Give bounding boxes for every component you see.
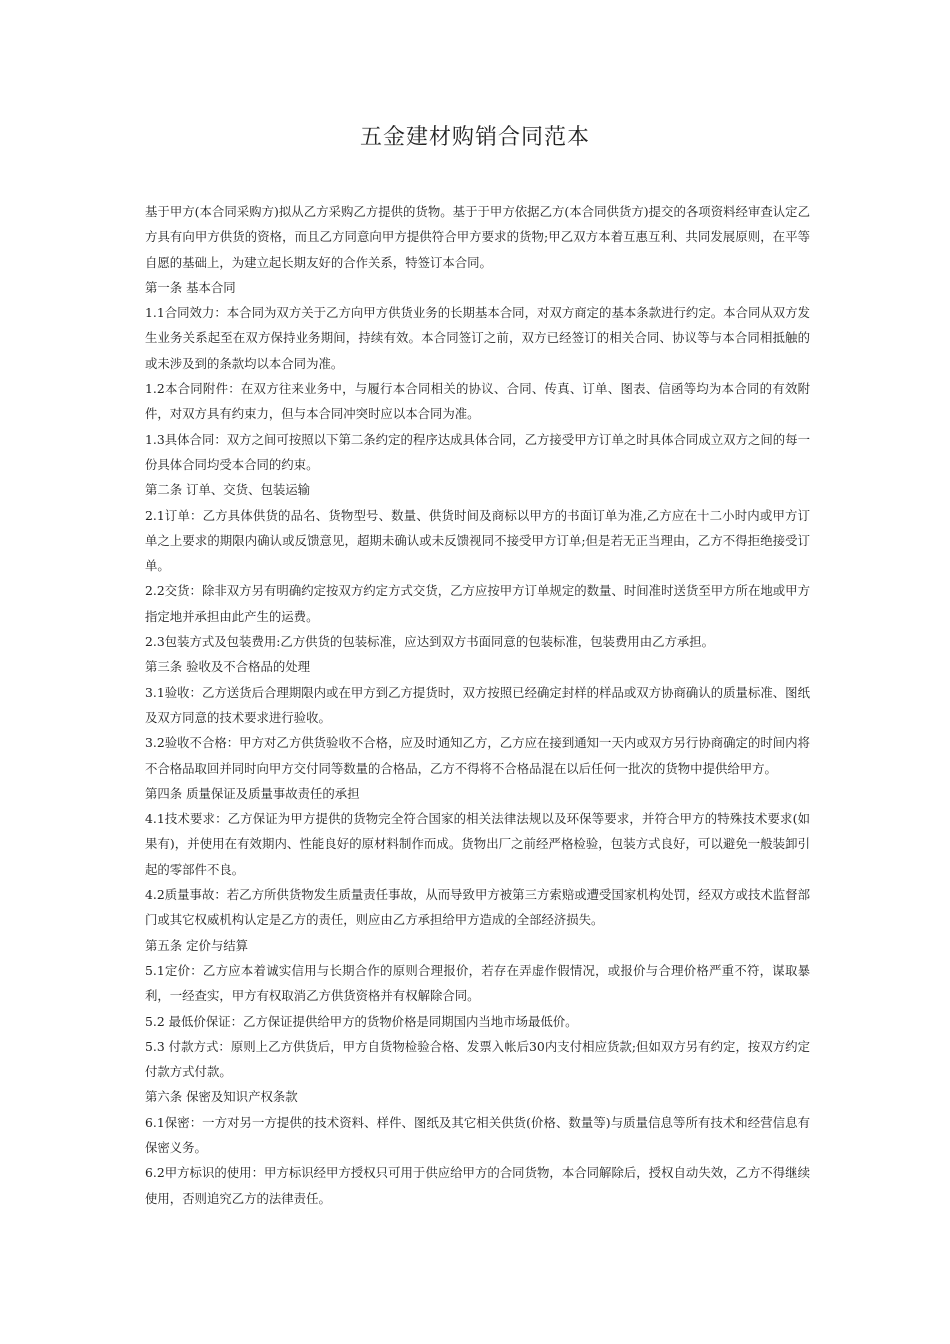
clause-paragraph: 3.1验收：乙方送货后合理期限内或在甲方到乙方提货时，双方按照已经确定封样的样品或双方协商确认的质量标准、图纸及双方同意的技术要求进行验收。 [145, 684, 810, 725]
clause-paragraph: 4.2质量事故：若乙方所供货物发生质量责任事故，从而导致甲方被第三方索赔或遭受国家机构处罚，经双方或技术监督部门或其它权威机构认定是乙方的责任，则应由乙方承担给甲方造成的全部经济损失。 [145, 887, 810, 928]
clause-paragraph: 6.1保密：一方对另一方提供的技术资料、样件、图纸及其它相关供货(价格、数量等)与质量信息等所有技术和经营信息有保密义务。 [145, 1114, 810, 1155]
clause-paragraph: 5.3 付款方式：原则上乙方供货后，甲方自货物检验合格、发票入帐后30内支付相应货款;但如双方另有约定，按双方约定付款方式付款。 [145, 1038, 810, 1080]
document-title: 五金建材购销合同范本 [359, 125, 590, 150]
clause-paragraph: 2.2交货：除非双方另有明确约定按双方约定方式交货，乙方应按甲方订单规定的数量、时间准时送货至甲方所在地或甲方指定地并承担由此产生的运费。 [145, 583, 810, 624]
clause-paragraph: 3.2验收不合格：甲方对乙方供货验收不合格，应及时通知乙方，乙方应在接到通知一天内或双方另行协商确定的时间内将不合格品取回并同时向甲方交付同等数量的合格品，乙方不得将不合格品混在以后任何一批次的货物中提供给甲方。 [145, 735, 810, 776]
intro-paragraph: 基于甲方(本合同采购方)拟从乙方采购乙方提供的货物。基于于甲方依据乙方(本合同供货方)提交的各项资料经审查认定乙方具有向甲方供货的资格，而且乙方同意向甲方提供符合甲方要求的货物;甲乙双方本着互惠互利、共同发展原则，在平等自愿的基础上，为建立起长期友好的合作关系，特签订本合同。 [145, 204, 810, 270]
document-body [145, 199, 810, 1211]
article-heading: 第六条 保密及知识产权条款 [145, 1089, 298, 1105]
clause-paragraph: 1.1合同效力：本合同为双方关于乙方向甲方供货业务的长期基本合同，对双方商定的基本条款进行约定。本合同从双方发生业务关系起至在双方保持业务期间，持续有效。本合同签订之前，双方已经签订的相关合同、协议等与本合同相抵触的或未涉及到的条款均以本合同为准。 [145, 305, 810, 371]
clause-paragraph: 1.3具体合同：双方之间可按照以下第二条约定的程序达成具体合同，乙方接受甲方订单之时具体合同成立双方之间的每一份具体合同均受本合同的约束。 [145, 431, 810, 472]
clause-paragraph: 5.2 最低价保证：乙方保证提供给甲方的货物价格是同期国内当地市场最低价。 [145, 1013, 578, 1029]
article-heading: 第四条 质量保证及质量事故责任的承担 [145, 785, 360, 801]
article-heading: 第二条 订单、交货、包装运输 [145, 482, 311, 498]
clause-paragraph: 1.2本合同附件：在双方往来业务中，与履行本合同相关的协议、合同、传真、订单、图表、信函等均为本合同的有效附件，对双方具有约束力，但与本合同冲突时应以本合同为准。 [145, 381, 810, 422]
article-heading: 第三条 验收及不合格品的处理 [145, 659, 311, 675]
clause-paragraph: 2.3包装方式及包装费用:乙方供货的包装标准，应达到双方书面同意的包装标准，包装费用由乙方承担。 [145, 634, 715, 650]
clause-paragraph: 6.2甲方标识的使用：甲方标识经甲方授权只可用于供应给甲方的合同货物，本合同解除后，授权自动失效，乙方不得继续使用，否则追究乙方的法律责任。 [145, 1165, 810, 1206]
article-heading: 第一条 基本合同 [145, 279, 236, 295]
clause-paragraph: 2.1订单：乙方具体供货的品名、货物型号、数量、供货时间及商标以甲方的书面订单为准,乙方应在十二小时内或甲方订单之上要求的期限内确认或反馈意见，超期未确认或未反馈视同不接受甲方订单;但是若无正当理由，乙方不得拒绝接受订单。 [145, 507, 810, 574]
clause-paragraph: 5.1定价：乙方应本着诚实信用与长期合作的原则合理报价，若存在弄虚作假情况，或报价与合理价格严重不符，谋取暴利，一经查实，甲方有权取消乙方供货资格并有权解除合同。 [145, 962, 810, 1004]
article-heading: 第五条 定价与结算 [145, 937, 249, 953]
clause-paragraph: 4.1技术要求：乙方保证为甲方提供的货物完全符合国家的相关法律法规以及环保等要求，并符合甲方的特殊技术要求(如果有)，并使用在有效期内、性能良好的原材料制作而成。货物出厂之前经严格检验，包装方式良好，可以避免一般装卸引起的零部件不良。 [145, 811, 810, 877]
